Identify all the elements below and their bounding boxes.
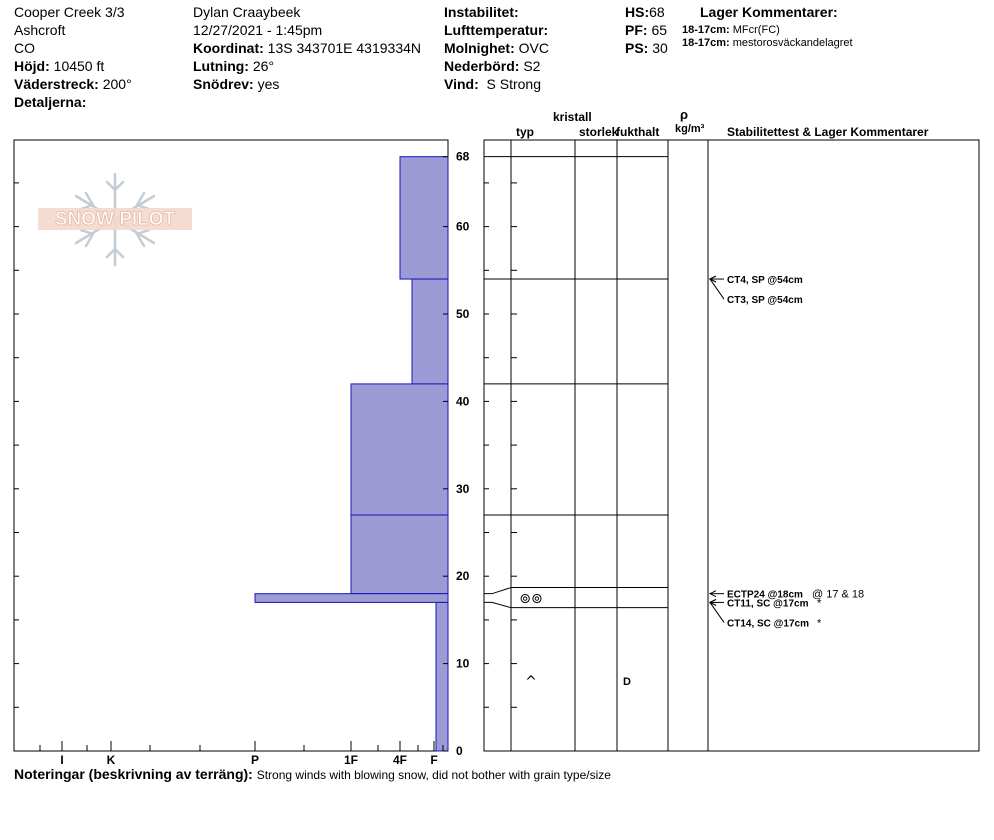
details: Detaljerna:	[14, 94, 87, 110]
hardness-label: 1F	[343, 753, 359, 767]
grain-symbol-1: ^	[525, 674, 537, 691]
location-line-2: Ashcroft	[14, 22, 66, 38]
moisture-0: D	[623, 676, 631, 689]
col-storlek: storlek	[579, 125, 619, 139]
pf: PF: 65	[625, 22, 668, 38]
air-temp: Lufttemperatur:	[444, 22, 549, 38]
grain-symbol-0: ⊚⊚	[519, 591, 543, 608]
test-suffix-2: @ 17 & 18	[812, 588, 865, 601]
hardness-bars	[255, 157, 448, 751]
hardness-label: 4F	[392, 753, 408, 767]
depth-label: 20	[456, 569, 470, 584]
hardness-ticks	[40, 741, 443, 767]
depth-label: 10	[456, 656, 470, 671]
drift: Snödrev: yes	[193, 76, 280, 92]
depth-label: 40	[456, 394, 470, 409]
layer-comment-2: 18-17cm: mestorosväckandelagret	[682, 37, 853, 49]
layer-comment-1: 18-17cm: MFcr(FC)	[682, 24, 780, 36]
stability-tests	[710, 275, 864, 629]
hardness-label: P	[250, 753, 260, 767]
wind: Vind: S Strong	[444, 76, 542, 92]
col-stability: Stabilitettest & Lager Kommentarer	[727, 125, 929, 139]
boundary-funnel-5	[484, 602, 511, 607]
col-fukthalt: fukthalt	[616, 125, 660, 139]
hardness-bar-4	[255, 594, 448, 603]
boundary-funnel-4	[484, 588, 511, 594]
depth-label: 30	[456, 481, 470, 496]
mid-ticks	[484, 183, 517, 707]
test-label-0: CT4, SP @54cm	[727, 275, 803, 287]
slope: Lutning: 26°	[193, 58, 275, 74]
left-ticks	[14, 183, 19, 707]
layer-comments-title: Lager Kommentarer:	[700, 4, 838, 20]
col-typ: typ	[516, 125, 534, 139]
depth-label: 50	[456, 307, 470, 321]
col-kristall: kristall	[553, 110, 592, 124]
precip: Nederbörd: S2	[444, 58, 541, 74]
hardness-bar-2	[351, 384, 448, 515]
notes	[14, 766, 611, 782]
test-label-1: CT3, SP @54cm	[727, 295, 803, 307]
test-arrow-1	[710, 279, 724, 299]
hs: HS:68	[625, 4, 665, 20]
hardness-bar-0	[400, 157, 448, 279]
hardness-label: F	[430, 753, 438, 767]
col-density-unit: kg/m³	[675, 123, 705, 135]
notes-text: Strong winds with blowing snow, did not bother with grain type/size	[256, 768, 611, 782]
test-arrow-4	[710, 602, 724, 622]
depth-label: 60	[456, 219, 470, 234]
test-suffix-4: *	[817, 617, 822, 630]
test-label-2: ECTP24 @18cm	[727, 589, 803, 601]
location-line-3: CO	[14, 40, 35, 56]
logo-text: SNOW PILOT	[54, 209, 176, 230]
location-line-1: Cooper Creek 3/3	[14, 4, 125, 20]
instability: Instabilitet:	[444, 4, 519, 20]
density-column	[668, 140, 708, 751]
observer: Dylan Craaybeek	[193, 4, 301, 20]
test-suffix-3: *	[817, 597, 822, 610]
ps: PS: 30	[625, 40, 668, 56]
hardness-bar-1	[412, 279, 448, 384]
coordinate: Koordinat: 13S 343701E 4319334N	[193, 40, 422, 56]
aspect: Väderstreck: 200°	[14, 76, 132, 92]
hardness-bar-3	[351, 515, 448, 594]
snowpilot-logo	[38, 174, 192, 265]
hardness-label: K	[106, 753, 116, 767]
test-label-3: CT11, SC @17cm	[727, 598, 809, 610]
datetime: 12/27/2021 - 1:45pm	[193, 22, 323, 38]
depth-label: 68	[456, 149, 470, 164]
col-rho: ρ	[680, 107, 689, 122]
test-label-4: CT14, SC @17cm	[727, 618, 810, 630]
notes-label: Noteringar (beskrivning av terräng):	[14, 766, 253, 782]
stability-column	[708, 140, 979, 751]
layer-boundaries	[484, 157, 668, 608]
sky: Molnighet: OVC	[444, 40, 549, 56]
hardness-bar-5	[436, 602, 448, 751]
depth-label: 0	[456, 744, 463, 758]
hardness-label: I	[60, 753, 64, 767]
elevation: Höjd: 10450 ft	[14, 58, 105, 74]
